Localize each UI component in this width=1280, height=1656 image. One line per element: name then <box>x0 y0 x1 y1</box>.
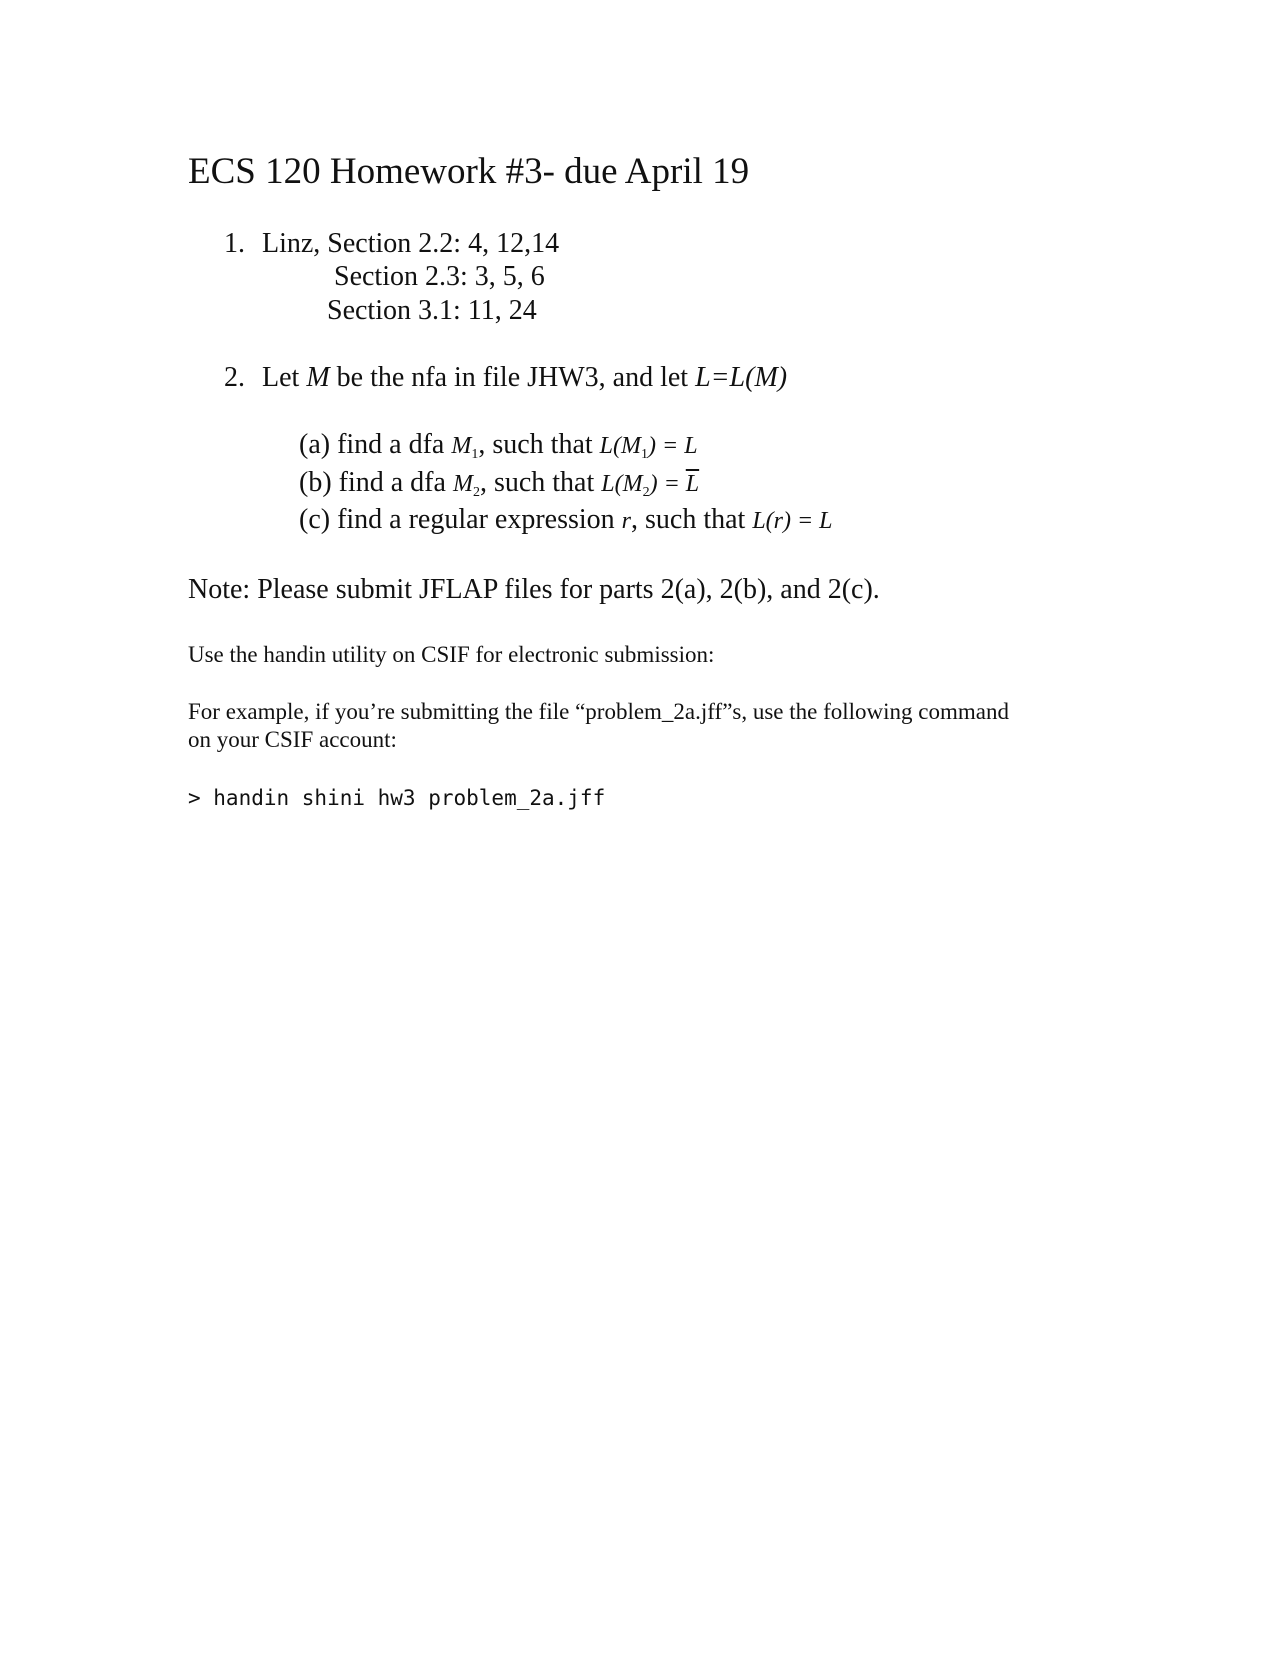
problem-2-statement: Let M be the nfa in file JHW3, and let L=L(M) <box>262 362 788 393</box>
problem-1-line-1: Linz, Section 2.2: 4, 12,14 <box>262 228 560 259</box>
example-line-2: on your CSIF account: <box>188 727 397 752</box>
note: Note: Please submit JFLAP files for parts 2(a), 2(b), and 2(c). <box>188 574 880 605</box>
problem-2c: (c) find a regular expression r, such that L(r) = L <box>299 504 833 535</box>
handin-instruction: Use the handin utility on CSIF for electronic submission: <box>188 642 715 667</box>
problem-2-number: 2. <box>224 362 245 393</box>
page-title: ECS 120 Homework #3- due April 19 <box>188 151 750 192</box>
complement-L: $\overline{L}$ <box>685 471 700 497</box>
example-line-1: For example, if you’re submitting the file “problem_2a.jff”s, use the following command <box>188 699 1009 724</box>
problem-2b: (b) find a dfa $M_2$, such that $L(M_2) = \overline{L}$ <box>299 467 700 500</box>
problem-1-line-2: Section 2.3: 3, 5, 6 <box>334 261 545 292</box>
problem-1-number: 1. <box>224 228 245 259</box>
handin-command: > handin shini hw3 problem_2a.jff <box>188 786 606 810</box>
problem-2a: (a) find a dfa $M_1$, such that $L(M_1) = L$ <box>299 429 698 462</box>
problem-1-line-3: Section 3.1: 11, 24 <box>327 295 537 326</box>
